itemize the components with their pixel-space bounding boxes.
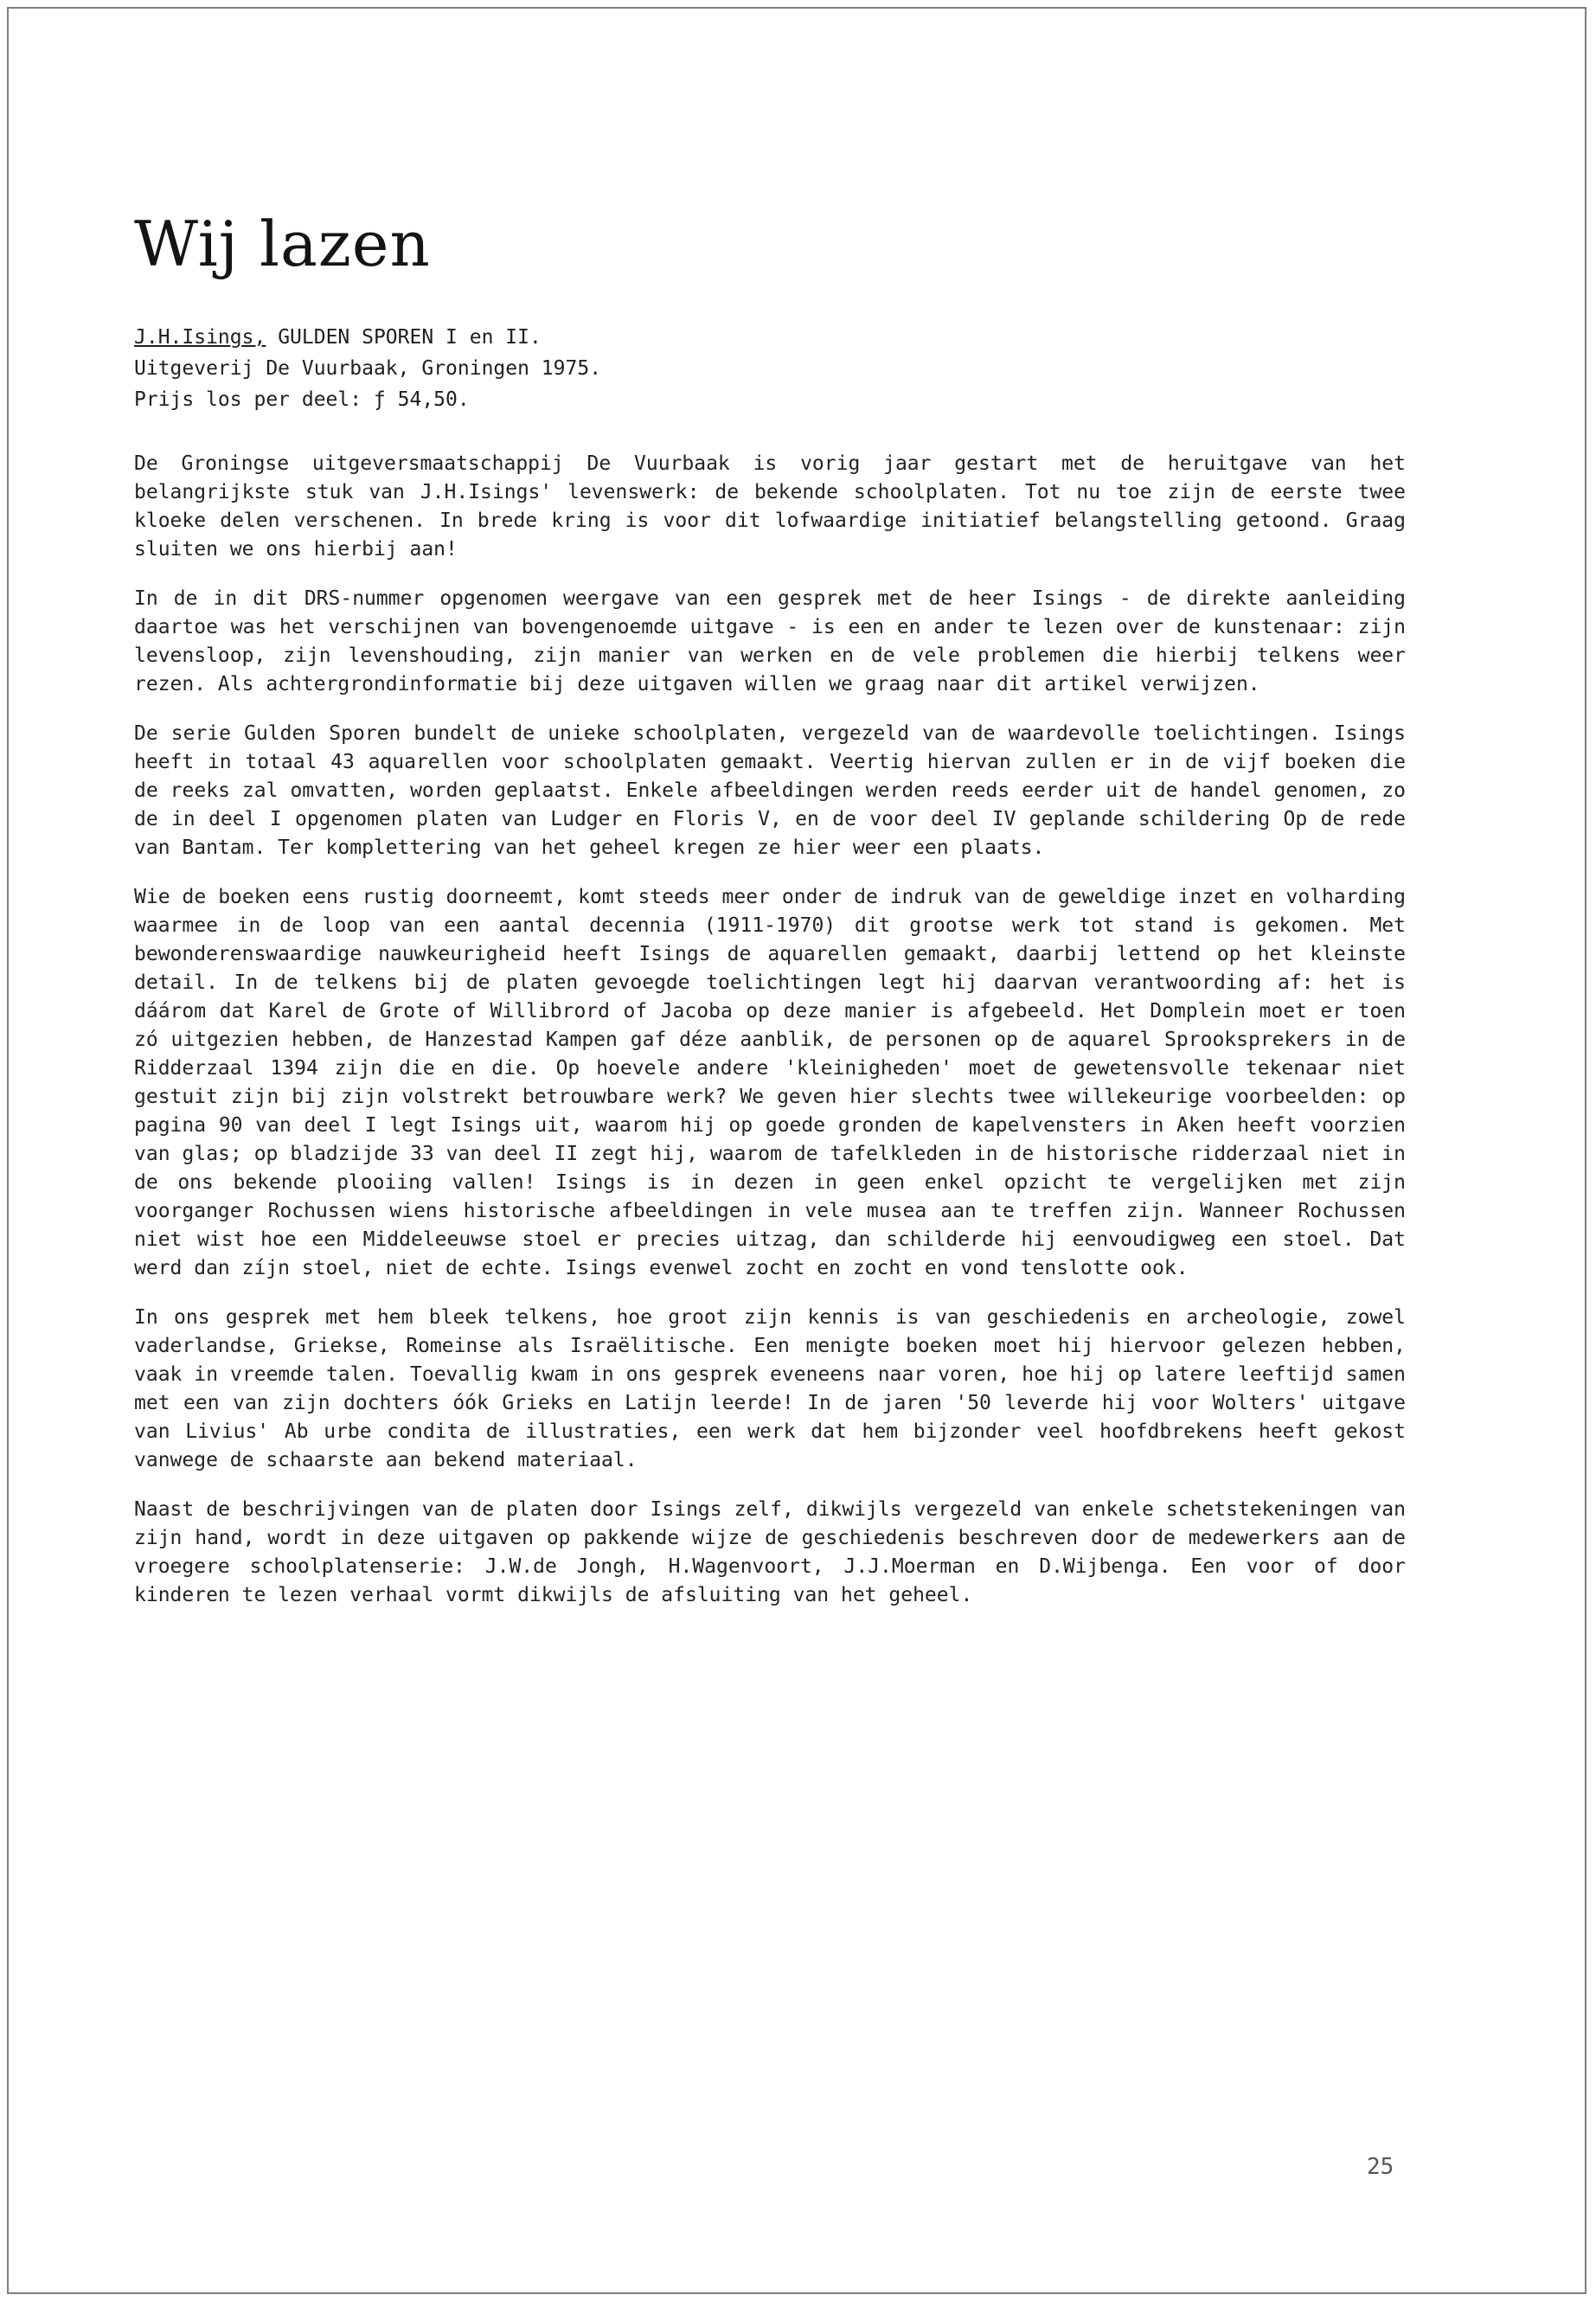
page-sheet: [7, 7, 1586, 2294]
page-number: 25: [1367, 2154, 1394, 2180]
paragraph-contributors: Naast de beschrijvingen van de platen door Isings zelf, dikwijls vergezeld van enkele schetstekeningen van zijn hand, wordt in deze uitgaven op pakkende wijze de geschiedenis beschreven door de medewerkers aan de vroegere schoolplatenserie: J.W.de Jongh, H.Wagenvoort, J.J.Moerman en D.Wijbenga. Een voor of door kinderen te lezen verhaal vormt dikwijls de afsluiting van het geheel.: [134, 1498, 1406, 1606]
paragraph-intro: De Groningse uitgeversmaatschappij De Vuurbaak is vorig jaar gestart met de heruitgave van het belangrijkste stuk van J.H.Isings' levenswerk: de bekende schoolplaten. Tot nu toe zijn de eerste twee kloeke delen verschenen. In brede kring is voor dit lofwaardige initiatief belangstelling getoond. Graag sluiten we ons hierbij aan!: [134, 452, 1406, 561]
paragraph-interview-reference: In de in dit DRS-nummer opgenomen weergave van een gesprek met de heer Isings - de direkte aanleiding daartoe was het verschijnen van bovengenoemde uitgave - is een en ander te lezen over de kunstenaar: zijn levensloop, zijn levenshouding, zijn manier van werken en de vele problemen die hierbij telkens weer rezen. Als achtergrondinformatie bij deze uitgaven willen we graag naar dit artikel verwijzen.: [134, 587, 1406, 695]
reference-title: GULDEN SPOREN I en II.: [278, 326, 542, 349]
reference-publisher: Uitgeverij De Vuurbaak, Groningen 1975.: [134, 357, 602, 380]
reference-price: Prijs los per deel: ƒ 54,50.: [134, 388, 470, 411]
reference-title-line: [134, 322, 1406, 353]
paragraph-knowledge: In ons gesprek met hem bleek telkens, hoe groot zijn kennis is van geschiedenis en archeologie, zowel vaderlandse, Griekse, Romeinse als Israëlitische. Een menigte boeken moet hij hiervoor gelezen hebben, vaak in vreemde talen. Toevallig kwam in ons gesprek eveneens naar voren, hoe hij op latere leeftijd samen met een van zijn dochters óók Grieks en Latijn leerde! In de jaren '50 leverde hij voor Wolters' uitgave van Livius' Ab urbe condita de illustraties, een werk dat hem bijzonder veel hoofdbrekens heeft gekost vanwege de schaarste aan bekend materiaal.: [134, 1306, 1406, 1471]
paragraph-series: De serie Gulden Sporen bundelt de unieke schoolplaten, vergezeld van de waardevolle toelichtingen. Isings heeft in totaal 43 aquarellen voor schoolplaten gemaakt. Veertig hiervan zullen er in de vijf boeken die de reeks zal omvatten, worden geplaatst. Enkele afbeeldingen werden reeds eerder uit de handel genomen, zo de in deel I opgenomen platen van Ludger en Floris V, en de voor deel IV geplande schildering Op de rede van Bantam. Ter komplettering van het geheel kregen ze hier weer een plaats.: [134, 722, 1406, 859]
reference-author: J.H.Isings,: [134, 326, 266, 349]
article-content: [134, 208, 1406, 1631]
page-title: Wij lazen: [134, 208, 431, 280]
book-reference: [134, 322, 1406, 415]
paragraph-craftsmanship: Wie de boeken eens rustig doorneemt, komt steeds meer onder de indruk van de geweldige inzet en volharding waarmee in de loop van een aantal decennia (1911-1970) dit grootse werk tot stand is gekomen. Met bewonderenswaardige nauwkeurigheid heeft Isings de aquarellen gemaakt, daarbij lettend op het kleinste detail. In de telkens bij de platen gevoegde toelichtingen legt hij daarvan verantwoording af: het is dáárom dat Karel de Grote of Willibrord of Jacoba op deze manier is afgebeeld. Het Domplein moet er toen zó uitgezien hebben, de Hanzestad Kampen gaf déze aanblik, de personen op de aquarel Sprooksprekers in de Ridderzaal 1394 zijn die en die. Op hoevele andere 'kleinigheden' moet de gewetensvolle tekenaar niet gestuit zijn bij zijn volstrekt betrouwbare werk? We geven hier slechts twee willekeurige voorbeelden: op pagina 90 van deel I legt Isings uit, waarom hij op goede gronden de kapelvensters in Aken heeft voorzien van glas; op bladzijde 33 van deel II zegt hij, waarom de tafelkleden in de historische ridderzaal niet in de ons bekende plooiing vallen! Isings is in dezen in geen enkel opzicht te vergelijken met zijn voorganger Rochussen wiens historische afbeeldingen in vele musea aan te treffen zijn. Wanneer Rochussen niet wist hoe een Middeleeuwse stoel er precies uitzag, dan schilderde hij eenvoudigweg een stoel. Dat werd dan zíjn stoel, niet de echte. Isings evenwel zocht en zocht en vond tenslotte ook.: [134, 886, 1406, 1279]
